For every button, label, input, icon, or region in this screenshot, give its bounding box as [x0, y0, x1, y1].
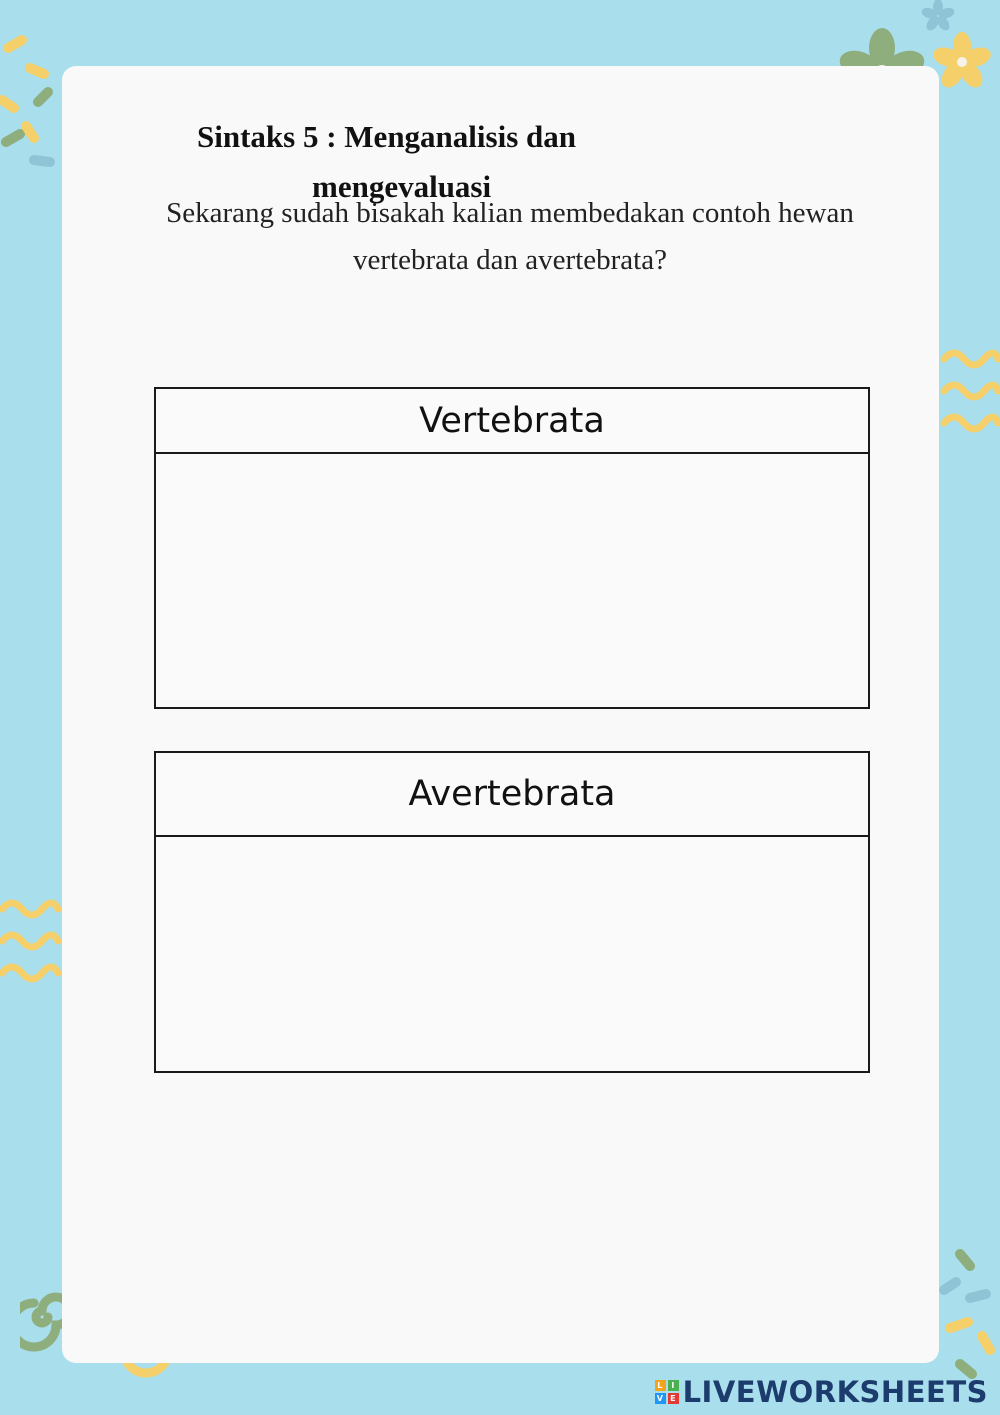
title-line-1: Sintaks 5 : Menganalisis dan [197, 119, 576, 154]
liveworksheets-logo-icon: L I V E [655, 1380, 679, 1404]
vertebrata-answer-area[interactable] [156, 454, 868, 706]
vertebrata-box [154, 387, 870, 709]
sprinkles-decoration [930, 1240, 1000, 1390]
brand-text: LIVEWORKSHEETS [682, 1375, 988, 1409]
sprinkles-decoration [0, 30, 70, 180]
avertebrata-box [154, 751, 870, 1073]
question-line-1: Sekarang sudah bisakah kalian membedakan contoh hewan [166, 197, 854, 229]
vertebrata-header: Vertebrata [156, 389, 868, 454]
question-line-2: vertebrata dan avertebrata? [353, 244, 667, 276]
question-text [100, 190, 920, 284]
liveworksheets-brand [655, 1375, 988, 1409]
avertebrata-answer-area[interactable] [156, 837, 868, 1070]
wave-decoration [0, 895, 62, 995]
avertebrata-header: Avertebrata [156, 753, 868, 837]
title-line-2: mengevaluasi [312, 169, 492, 204]
wave-decoration [938, 345, 1000, 445]
